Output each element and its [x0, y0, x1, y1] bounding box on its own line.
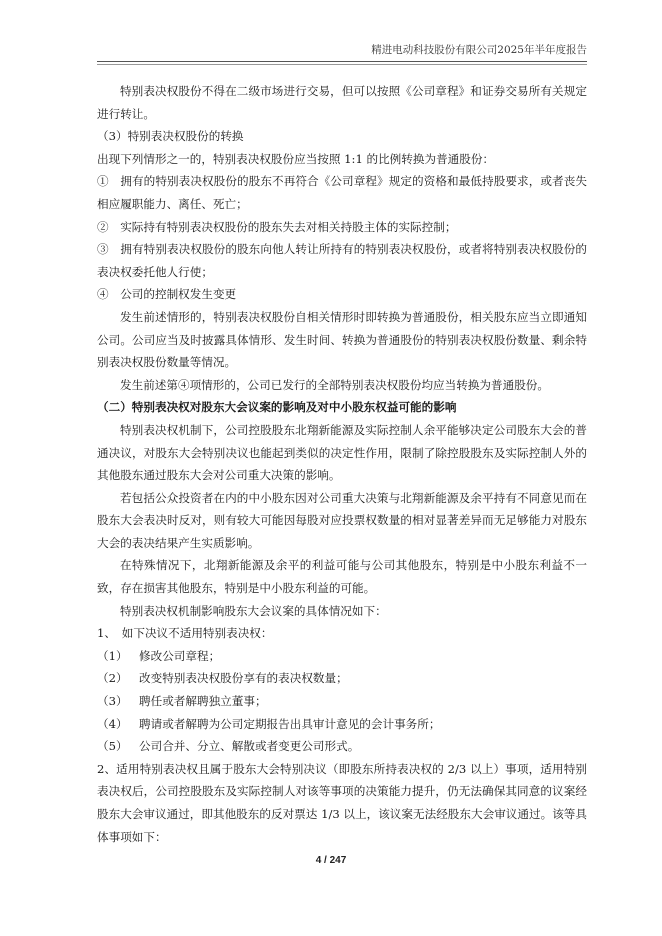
- list-item: [97, 645, 587, 668]
- header-divider: [97, 64, 587, 65]
- list-heading: 1、 如下决议不适用特别表决权：: [97, 626, 273, 641]
- section-subheading: （3）特别表决权股份的转换: [97, 129, 244, 144]
- page-number: 4 / 247: [315, 855, 347, 866]
- list-item-number: （5）: [97, 739, 128, 754]
- section-heading: （二）特别表决权对股东大会议案的影响及对中小股东权益可能的影响: [97, 400, 457, 415]
- paragraph: 发生前述情形的，特别表决权股份自相关情形时即转换为普通股份，相关股东应当立即通知公司。公司应当及时披露具体情形、发生时间、转换为普通股份的特别表决权股份数量、剩余特别表决权股份数量等情况。: [97, 309, 587, 370]
- paragraph: 特别表决权机制影响股东大会议案的具体情况如下：: [120, 603, 387, 618]
- list-item: [97, 690, 587, 713]
- paragraph: 出现下列情形之一的，特别表决权股份应当按照 1:1 的比例转换为普通股份：: [97, 151, 495, 166]
- list-item-number: （4）: [97, 716, 128, 731]
- list-item-text: 改变特别表决权股份享有的表决权数量；: [139, 671, 348, 686]
- document-body: [97, 80, 587, 848]
- paragraph: 在特殊情况下，北翔新能源及余平的利益可能与公司其他股东，特别是中小股东利益不一致，存在损害其他股东，特别是中小股东利益的可能。: [97, 558, 587, 596]
- list-item: ① 拥有的特别表决权股份的股东不再符合《公司章程》规定的资格和最低持股要求，或者丧失相应履职能力、离任、死亡；: [97, 174, 587, 211]
- list-item: ④ 公司的控制权发生变更: [97, 287, 237, 302]
- page-header: [97, 42, 587, 62]
- paragraph: 若包括公众投资者在内的中小股东因对公司重大决策与北翔新能源及余平持有不同意见而在股东大会表决时反对，则有较大可能因每股对应投票权数量的相对显著差异而无足够能力对股东大会的表决结果产生实质影响。: [97, 490, 587, 550]
- list-item-text: 聘请或者解聘为公司定期报告出具审计意见的会计事务所；: [139, 716, 441, 731]
- list-item: ② 实际持有特别表决权股份的股东失去对相关持股主体的实际控制；: [97, 219, 457, 234]
- list-item-text: 聘任或者解聘独立董事；: [139, 694, 267, 709]
- paragraph: 2、适用特别表决权且属于股东大会特别决议（即股东所持表决权的 2/3 以上）事项，适用特别表决权后，公司控股股东及实际控制人对该等事项的决策能力提升，仍无法确保其同意的议案经股东大会审议通过，即其他股东的反对票达 1/3 以上，该议案无法经股东大会审议通过。该等具体事项如下：: [97, 761, 587, 844]
- list-item: [97, 667, 587, 690]
- paragraph: 发生前述第④项情形的，公司已发行的全部特别表决权股份均应当转换为普通股份。: [120, 377, 549, 392]
- paragraph: 特别表决权机制下，公司控股股东北翔新能源及实际控制人余平能够决定公司股东大会的普通决议，对股东大会特别决议也能起到类似的决定性作用，限制了除控股股东及实际控制人外的其他股东通过股东大会对公司重大决策的影响。: [97, 422, 587, 483]
- list-item: ③ 拥有特别表决权股份的股东向他人转让所持有的特别表决权股份，或者将特别表决权股份的表决权委托他人行使；: [97, 242, 587, 279]
- list-item: [97, 735, 587, 758]
- list-item-text: 公司合并、分立、解散或者变更公司形式。: [139, 739, 360, 754]
- list-item-text: 修改公司章程；: [139, 648, 221, 663]
- list-item-number: （3）: [97, 694, 128, 709]
- header-title: 精进电动科技股份有限公司2025年半年度报告: [371, 44, 587, 56]
- list-item-number: （2）: [97, 671, 128, 686]
- list-item: [97, 713, 587, 736]
- paragraph: 特别表决权股份不得在二级市场进行交易，但可以按照《公司章程》和证券交易所有关规定进行转让。: [97, 84, 587, 121]
- list-item-number: （1）: [97, 648, 128, 663]
